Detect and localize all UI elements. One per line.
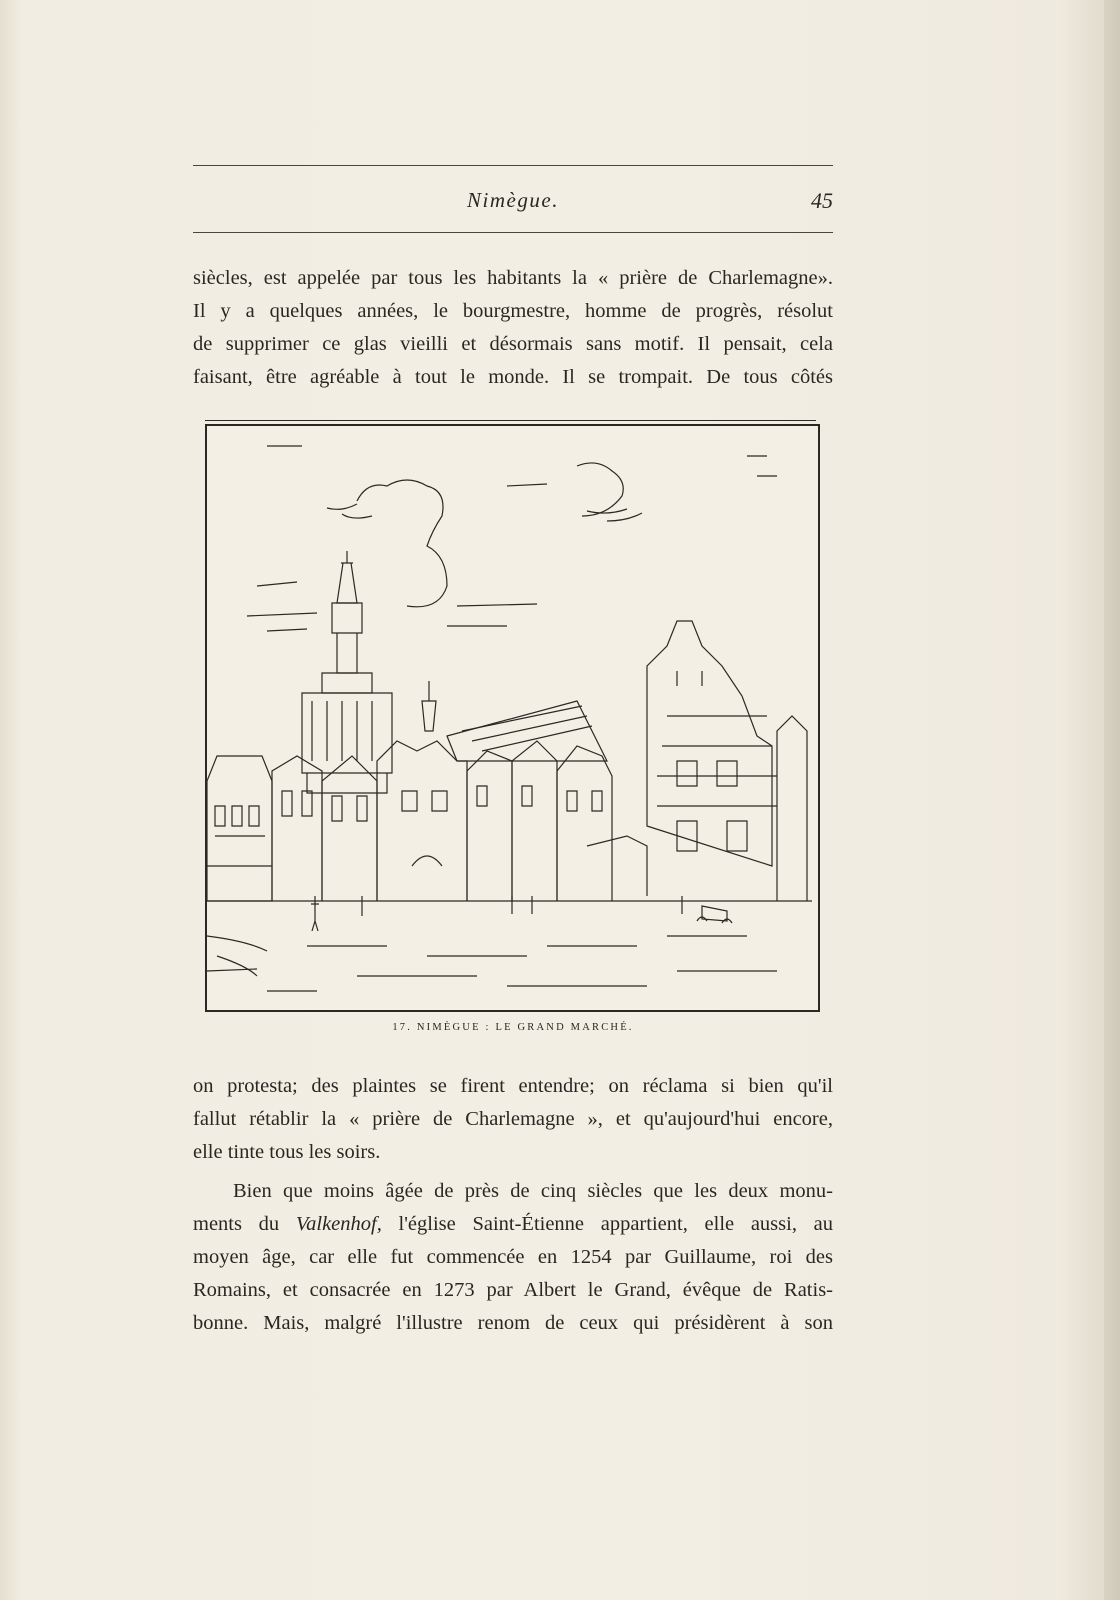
- text-line: Romains, et consacrée en 1273 par Albert le Grand, évêque de Ratis-: [193, 1279, 833, 1301]
- text-line: siècles, est appelée par tous les habitants la « prière de Charlemagne».: [193, 267, 833, 289]
- paragraph-bottom-2: [193, 1175, 833, 1340]
- text-line-with-italic: [193, 1208, 833, 1241]
- text-line: fallut rétablir la « prière de Charlemagne », et qu'aujourd'hui encore,: [193, 1108, 833, 1130]
- italic-place-name: Valkenhof,: [295, 1213, 382, 1235]
- running-title: Nimègue.: [467, 188, 559, 212]
- engraving-grand-marche: [205, 424, 820, 1012]
- text-line: elle tinte tous les soirs.: [193, 1141, 381, 1163]
- text-line: on protesta; des plaintes se firent entendre; on réclama si bien qu'il: [193, 1075, 833, 1097]
- text-line: bonne. Mais, malgré l'illustre renom de ceux qui présidèrent à son: [193, 1312, 833, 1334]
- figure-caption: 17. NIMÈGUE : LE GRAND MARCHÉ.: [392, 1022, 634, 1033]
- header-rule-top: [193, 165, 833, 166]
- paragraph-top: [193, 262, 833, 394]
- text-run: l'église Saint-Étienne appartient, elle aussi, au: [381, 1213, 833, 1235]
- text-line: Bien que moins âgée de près de cinq siècles que les deux monu-: [233, 1180, 833, 1202]
- paragraph-bottom-1: [193, 1070, 833, 1169]
- text-run: ments du: [193, 1213, 296, 1235]
- header-rule-bottom: [193, 232, 833, 233]
- page-edge: [1104, 0, 1120, 1600]
- text-line: faisant, être agréable à tout le monde. Il se trompait. De tous côtés: [193, 366, 833, 388]
- engraving-illustration: [207, 426, 814, 1006]
- text-line: de supprimer ce glas vieilli et désormais sans motif. Il pensait, cela: [193, 333, 833, 355]
- text-line: moyen âge, car elle fut commencée en 1254 par Guillaume, roi des: [193, 1246, 833, 1268]
- text-line: Il y a quelques années, le bourgmestre, homme de progrès, résolut: [193, 300, 833, 322]
- page-number: 45: [811, 188, 833, 213]
- figure-top-rule: [205, 420, 816, 421]
